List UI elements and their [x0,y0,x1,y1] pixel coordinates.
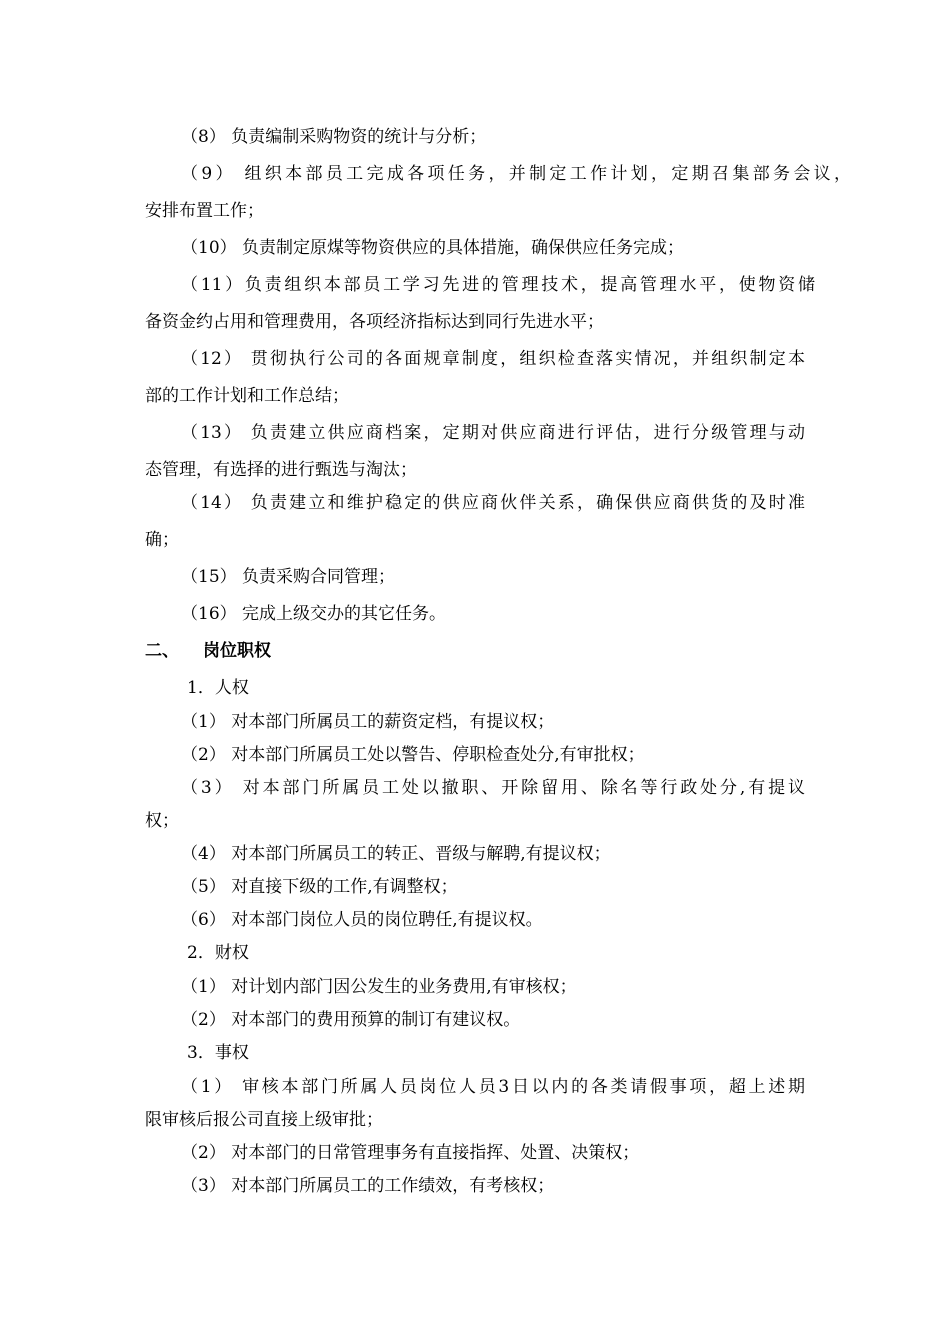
affairs-item-1: （1） 审核本部门所属人员岗位人员3日以内的各类请假事项，超上述期 [181,1077,805,1097]
subsection-personnel: 1．人权 [187,678,249,698]
affairs-item-3: （3） 对本部门所属员工的工作绩效，有考核权； [181,1176,555,1196]
subsection-affairs: 3．事权 [187,1043,249,1063]
affairs-item-1-cont: 限审核后报公司直接上级审批； [145,1110,383,1130]
duty-item-10: （10） 负责制定原煤等物资供应的具体措施，确保供应任务完成； [181,238,685,258]
duty-item-14: （14） 负责建立和维护稳定的供应商伙伴关系，确保供应商供货的及时准 [181,493,805,513]
duty-item-11-cont: 备资金约占用和管理费用，各项经济指标达到同行先进水平； [145,312,604,332]
finance-item-2: （2） 对本部门的费用预算的制订有建议权。 [181,1010,521,1030]
duty-item-12: （12） 贯彻执行公司的各面规章制度，组织检查落实情况，并组织制定本 [181,349,805,369]
personnel-item-4: （4） 对本部门所属员工的转正、晋级与解聘,有提议权； [181,844,611,864]
duty-item-9: （9） 组织本部员工完成各项任务，并制定工作计划，定期召集部务会议， [181,164,851,184]
subsection-finance: 2．财权 [187,943,249,963]
personnel-item-3: （3） 对本部门所属员工处以撤职、开除留用、除名等行政处分,有提议 [181,778,805,798]
personnel-item-2: （2） 对本部门所属员工处以警告、停职检查处分,有审批权； [181,745,645,765]
section-number: 二、 [145,641,179,661]
section-heading [145,639,815,663]
duty-item-14-cont: 确； [145,530,179,550]
affairs-item-2: （2） 对本部门的日常管理事务有直接指挥、处置、决策权； [181,1143,640,1163]
duty-item-13: （13） 负责建立供应商档案，定期对供应商进行评估，进行分级管理与动 [181,423,805,443]
duty-item-13-cont: 态管理，有选择的进行甄选与淘汰； [145,460,417,480]
duty-item-9-cont: 安排布置工作； [145,201,264,221]
duty-item-15: （15） 负责采购合同管理； [181,567,396,587]
personnel-item-6: （6） 对本部门岗位人员的岗位聘任,有提议权。 [181,910,543,930]
finance-item-1: （1） 对计划内部门因公发生的业务费用,有审核权； [181,977,577,997]
personnel-item-1: （1） 对本部门所属员工的薪资定档，有提议权； [181,712,555,732]
duty-item-12-cont: 部的工作计划和工作总结； [145,386,349,406]
duty-item-8: （8） 负责编制采购物资的统计与分析； [181,127,487,147]
duty-item-16: （16） 完成上级交办的其它任务。 [181,604,447,624]
section-title: 岗位职权 [203,641,271,661]
personnel-item-5: （5） 对直接下级的工作,有调整权； [181,877,458,897]
personnel-item-3-cont: 权； [145,811,179,831]
duty-item-11: （11）负责组织本部员工学习先进的管理技术，提高管理水平，使物资储 [181,275,815,295]
